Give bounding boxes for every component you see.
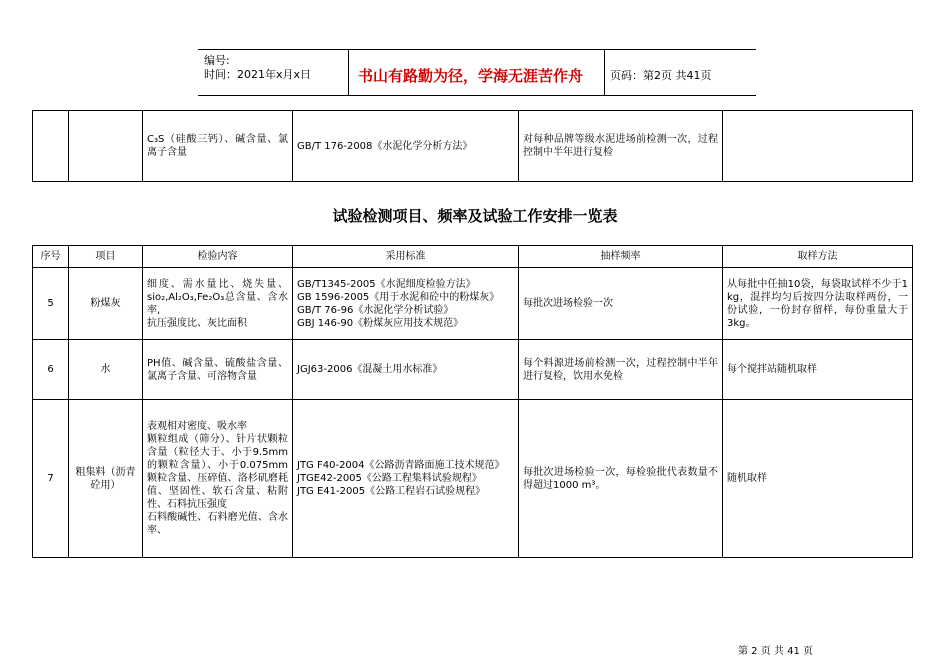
cell-item [69,111,143,182]
header-divider-left [348,49,349,95]
cell-no: 5 [33,268,69,340]
cell-item: 粉煤灰 [69,268,143,340]
cell-content: 表观相对密度、吸水率 颗粒组成（筛分）、针片状颗粒含量（粒径大于、小于9.5mm的颗粒含量）、小于0.075mm颗粒含量、压碎值、洛杉矶磨耗值、坚固性、软石含量、粘附性、石料抗压强度 石料酸碱性、石料磨光值、含水率、 [143,400,293,558]
cell-content: 细度、需水量比、烧失量、sio₂,Al₂O₃,Fe₂O₃总含量、含水率, 抗压强度比、灰比面积 [143,268,293,340]
cell-content: C₃S（硅酸三钙）、碱含量、氯离子含量 [143,111,293,182]
cell-standard: JTG F40-2004《公路沥青路面施工技术规范》 JTGE42-2005《公路工程集料试验规程》 JTG E41-2005《公路工程岩石试验规程》 [293,400,519,558]
page-header [198,49,756,95]
table-row [33,400,913,558]
col-header-sampling: 取样方法 [723,246,913,268]
cell-sampling: 随机取样 [723,400,913,558]
header-divider-right [604,49,605,95]
table-row [33,111,913,182]
main-table [32,245,913,558]
header-motto: 书山有路勤为径，学海无涯苦作舟 [358,67,584,85]
page-footer: 第 2 页 共 41 页 [738,646,813,657]
cell-content: PH值、碱含量、硫酸盐含量、氯离子含量、可溶物含量 [143,340,293,400]
col-header-item: 项目 [69,246,143,268]
cell-standard: JGJ63-2006《混凝土用水标准》 [293,340,519,400]
doc-time-label: 时间：2021年x月x日 [204,68,312,81]
header-bottom-rule [198,95,756,96]
cell-item: 水 [69,340,143,400]
header-row [33,246,913,268]
cell-sampling [723,111,913,182]
cell-sampling: 每个搅拌站随机取样 [723,340,913,400]
col-header-standard: 采用标准 [293,246,519,268]
continuation-table [32,110,913,182]
table-row [33,340,913,400]
cell-standard: GB/T1345-2005《水泥细度检验方法》 GB 1596-2005《用于水泥和砼中的粉煤灰》 GB/T 76-96《水泥化学分析试验》 GBJ 146-90《粉煤灰应用技术规范》 [293,268,519,340]
col-header-no: 序号 [33,246,69,268]
cell-frequency: 每批次进场检验一次，每检验批代表数量不得超过1000 m³。 [519,400,723,558]
cell-sampling: 从每批中任抽10袋，每袋取试样不少于1 kg，混拌均匀后按四分法取样两份，一份试验，一份封存留样，每份重量大于3kg。 [723,268,913,340]
page-info: 页码：第2页 共41页 [610,69,712,82]
cell-frequency: 每个料源进场前检测一次，过程控制中半年进行复检，饮用水免检 [519,340,723,400]
doc-number-label: 编号: [204,54,230,67]
col-header-content: 检验内容 [143,246,293,268]
header-top-rule [198,49,756,50]
cell-standard: GB/T 176-2008《水泥化学分析方法》 [293,111,519,182]
table-row [33,268,913,340]
cell-no: 6 [33,340,69,400]
cell-no [33,111,69,182]
cell-no: 7 [33,400,69,558]
table-title: 试验检测项目、频率及试验工作安排一览表 [332,207,618,225]
cell-frequency: 每批次进场检验一次 [519,268,723,340]
col-header-frequency: 抽样频率 [519,246,723,268]
cell-frequency: 对每种品牌等级水泥进场前检测一次，过程控制中半年进行复检 [519,111,723,182]
cell-item: 粗集料（沥青砼用） [69,400,143,558]
